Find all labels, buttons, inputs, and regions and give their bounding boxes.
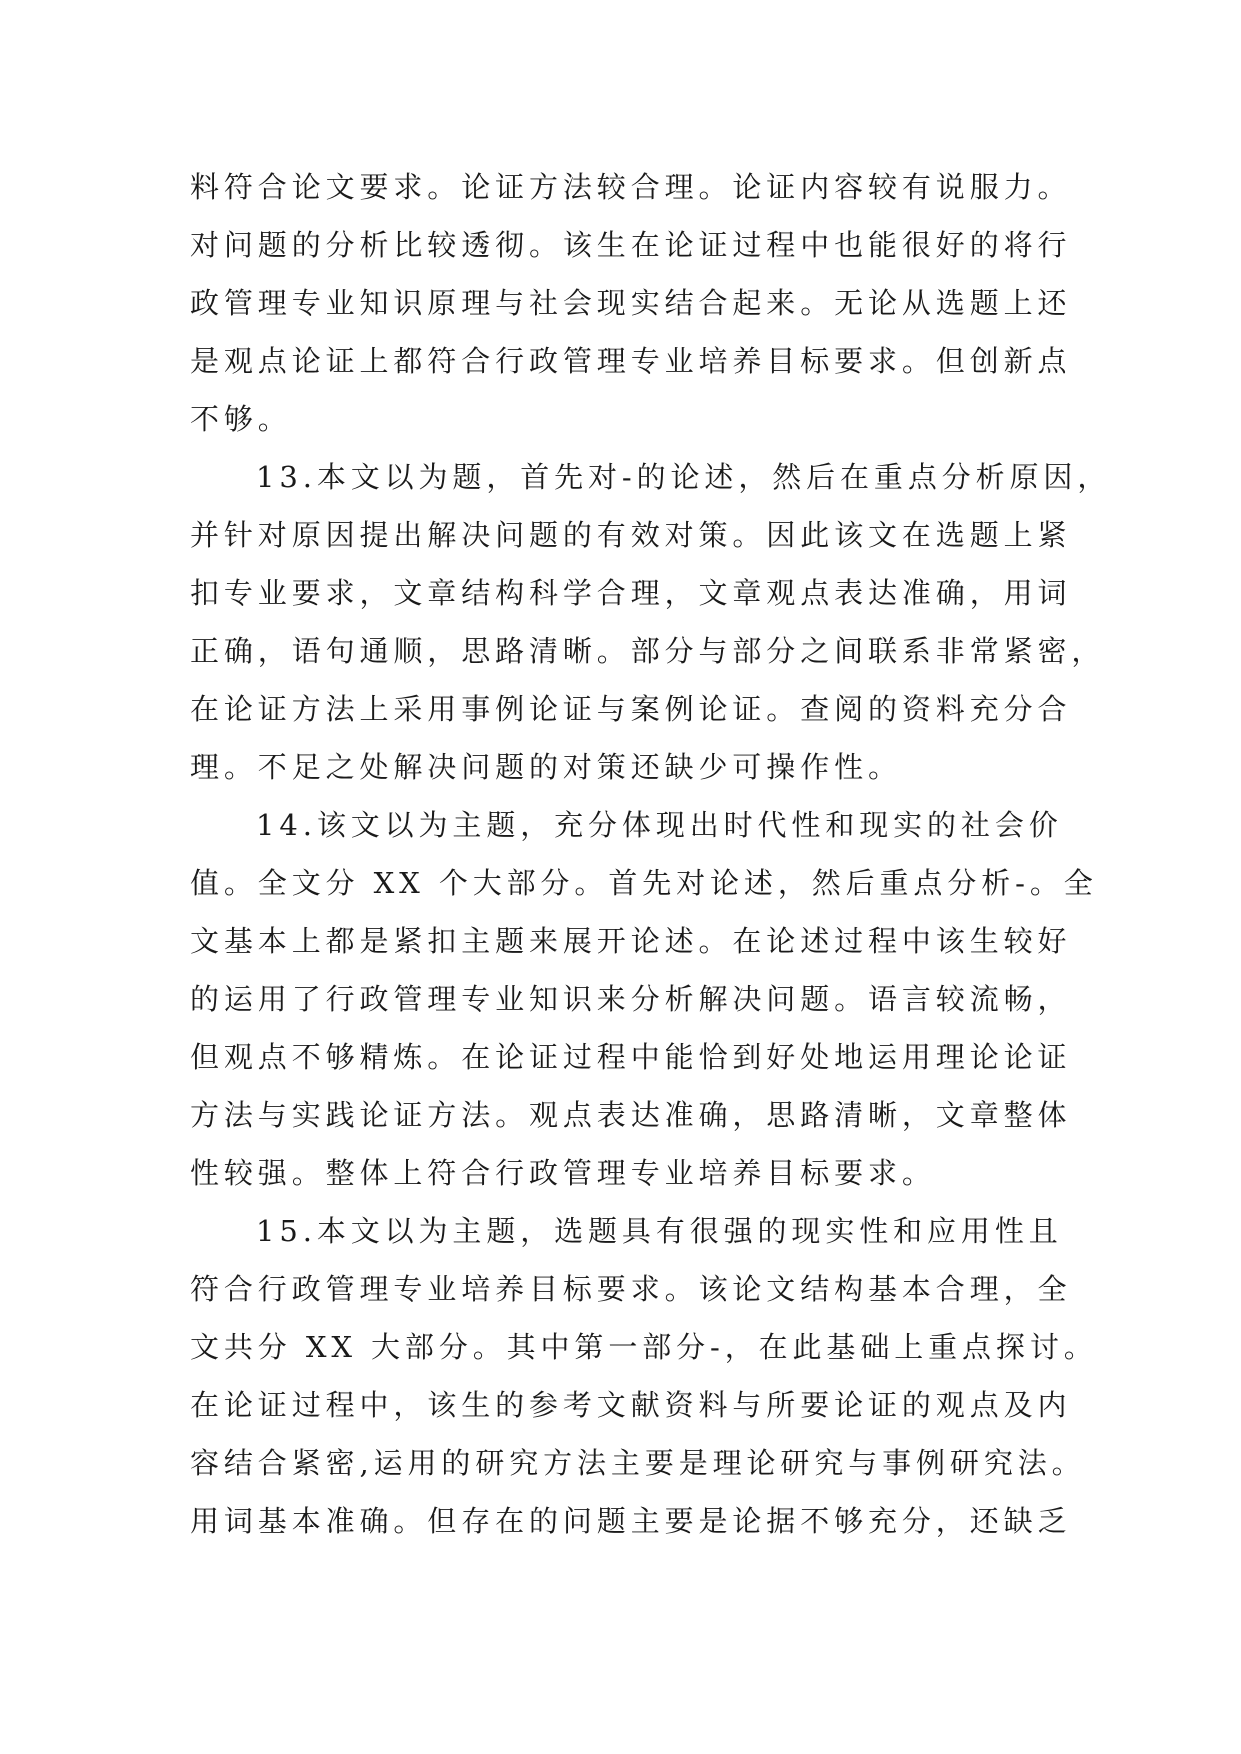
text-line: 是观点论证上都符合行政管理专业培养目标要求。但创新点 <box>190 344 1072 378</box>
text-line: 不够。 <box>190 402 292 436</box>
text-line: 对问题的分析比较透彻。该生在论证过程中也能很好的将行 <box>190 228 1072 262</box>
text-line: 符合行政管理专业培养目标要求。该论文结构基本合理，全 <box>190 1272 1072 1306</box>
text-line: 文基本上都是紧扣主题来展开论述。在论述过程中该生较好 <box>190 924 1072 958</box>
paragraph-14-start: 14.该文以为主题，充分体现出时代性和现实的社会价 <box>256 808 1063 842</box>
text-line: 政管理专业知识原理与社会现实结合起来。无论从选题上还 <box>190 286 1072 320</box>
text-line: 值。全文分 XX 个大部分。首先对论述，然后重点分析-。全 <box>190 866 1098 900</box>
text-line: 用词基本准确。但存在的问题主要是论据不够充分，还缺乏 <box>190 1504 1072 1538</box>
text-line: 但观点不够精炼。在论证过程中能恰到好处地运用理论论证 <box>190 1040 1072 1074</box>
text-line: 性较强。整体上符合行政管理专业培养目标要求。 <box>190 1156 936 1190</box>
text-line: 理。不足之处解决问题的对策还缺少可操作性。 <box>190 750 902 784</box>
text-line: 文共分 XX 大部分。其中第一部分-，在此基础上重点探讨。 <box>190 1330 1098 1364</box>
text-line: 的运用了行政管理专业知识来分析解决问题。语言较流畅， <box>190 982 1072 1016</box>
text-line: 在论证方法上采用事例论证与案例论证。查阅的资料充分合 <box>190 692 1072 726</box>
text-line: 在论证过程中，该生的参考文献资料与所要论证的观点及内 <box>190 1388 1072 1422</box>
text-line: 料符合论文要求。论证方法较合理。论证内容较有说服力。 <box>190 170 1072 204</box>
paragraph-15-start: 15.本文以为主题，选题具有很强的现实性和应用性且 <box>256 1214 1063 1248</box>
text-line: 并针对原因提出解决问题的有效对策。因此该文在选题上紧 <box>190 518 1072 552</box>
body-text <box>190 158 1112 1550</box>
text-line: 正确，语句通顺，思路清晰。部分与部分之间联系非常紧密， <box>190 634 1106 668</box>
text-line: 容结合紧密,运用的研究方法主要是理论研究与事例研究法。 <box>190 1446 1086 1480</box>
text-line: 扣专业要求，文章结构科学合理，文章观点表达准确，用词 <box>190 576 1072 610</box>
text-line: 方法与实践论证方法。观点表达准确，思路清晰，文章整体 <box>190 1098 1072 1132</box>
paragraph-13-start: 13.本文以为题，首先对-的论述，然后在重点分析原因， <box>256 460 1112 494</box>
